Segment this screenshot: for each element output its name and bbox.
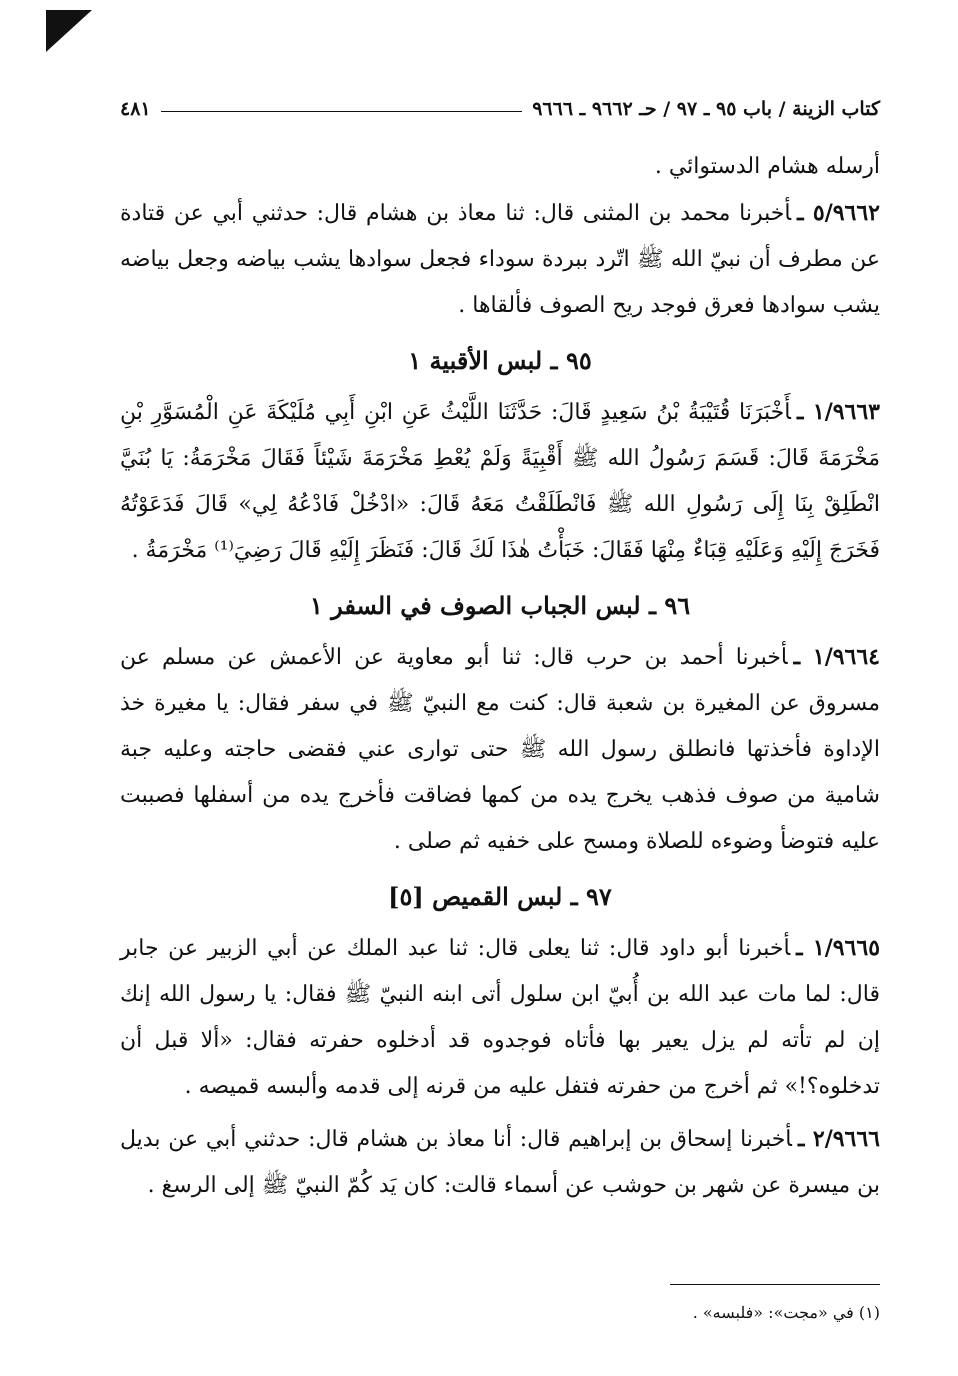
footnotes [120, 1284, 880, 1325]
hadith-9662 [120, 190, 880, 329]
hadith-9666 [120, 1116, 880, 1209]
hadith-9665 [120, 925, 880, 1110]
header-rule [161, 111, 523, 112]
hadith-number: ١/٩٦٦٣ ـ [796, 399, 880, 425]
hadith-number: ٥/٩٦٦٢ ـ [797, 200, 880, 226]
hadith-9663 [120, 389, 880, 574]
hadith-text: أَخْبَرَنَا قُتَيْبَةُ بْنُ سَعِيدٍ قَالَ: حَدَّثَنَا اللَّيْثُ عَنِ ابْنِ أَبِي مُلَيْكَةَ عَنِ الْمُسَوَّرِ بْنِ مَخْرَمَةَ قَالَ: قَسَمَ رَسُولُ الله ﷺ أَقْبِيَةً وَلَمْ يُعْطِ مَخْرَمَةَ شَيْئاً فَقَالَ مَخْرَمَةُ: يَا بُنَيَّ انْطَلِقْ بِنَا إِلَى رَسُولِ الله ﷺ فَانْطَلَقْتُ مَعَهُ قَالَ: «ادْخُلْ فَادْعُهُ لِي» قَالَ فَدَعَوْتُهُ فَخَرَجَ إِلَيْهِ وَعَلَيْهِ قِبَاءٌ مِنْهَا فَقَالَ: خَبَأْتُ هٰذَا لَكَ قَالَ: فَنَظَرَ إِلَيْهِ قَالَ رَضِيَ⁽¹⁾ مَخْرَمَةُ . [120, 400, 880, 563]
hadith-number: ١/٩٦٦٥ ـ [796, 935, 881, 961]
page-body [120, 92, 880, 1209]
hadith-text: أخبرنا محمد بن المثنى قال: ثنا معاذ بن هشام قال: حدثني أبي عن قتادة عن مطرف أن نبيّ الله ﷺ اتّرد ببردة سوداء فجعل سوادها يشب بياضه وجعل بياضه يشب سوادها فعرق فوجد ريح الصوف فألقاها . [120, 201, 880, 318]
chapter-heading-96: ٩٦ ـ لبس الجباب الصوف في السفر ١ [309, 591, 691, 620]
paragraph-continuation: أرسله هشام الدستوائي . [654, 154, 880, 179]
hadith-9664 [120, 634, 880, 865]
chapter-heading-97: ٩٧ ـ لبس القميص [٥] [388, 882, 612, 911]
hadith-text: أخبرنا أحمد بن حرب قال: ثنا أبو معاوية عن الأعمش عن مسلم عن مسروق عن المغيرة بن شعبة قال: كنت مع النبيّ ﷺ في سفر فقال: يا مغيرة خذ الإداوة فأخذتها فانطلق رسول الله ﷺ حتى توارى عني فقضى حاجته وعليه جبة شامية من صوف فذهب يخرج يده من كمها فضاقت فأخرج يده من أسفلها فصببت عليه فتوضأ وضوءه للصلاة ومسح على خفيه ثم صلى . [120, 645, 880, 854]
chapter-heading-95: ٩٥ ـ لبس الأقبية ١ [408, 346, 592, 375]
hadith-number: ٢/٩٦٦٦ ـ [798, 1126, 880, 1152]
hadith-text: أخبرنا أبو داود قال: ثنا يعلى قال: ثنا عبد الملك عن أبي الزبير عن جابر قال: لما مات عبد الله بن أُبيّ ابن سلول أتى ابنه النبيّ ﷺ فقال: يا رسول الله إنك إن لم تأته لم يزل يعير بها فأتاه فوجدوه قد أدخلوه حفرته فقال: «ألا قبل أن تدخلوه؟!» ثم أخرج من حفرته فتفل عليه من قرنه إلى قدمه وألبسه قميصه . [120, 936, 880, 1099]
hadith-text: أخبرنا إسحاق بن إبراهيم قال: أنا معاذ بن هشام قال: حدثني أبي عن بديل بن ميسرة عن شهر بن حوشب عن أسماء قالت: كان يَد كُمّ النبيّ ﷺ إلى الرسغ . [120, 1127, 880, 1198]
header-title: كتاب الزينة / باب ٩٥ ـ ٩٧ / حـ ٩٦٦٢ ـ ٩٦٦٦ [532, 98, 880, 120]
footnote-rule [670, 1284, 880, 1285]
running-header [120, 92, 880, 126]
corner-triangle-mark [46, 10, 92, 52]
hadith-number: ١/٩٦٦٤ ـ [793, 644, 880, 670]
page-number: ٤٨١ [120, 98, 151, 120]
footnote-1: (١) في «مجت»: «فلبسه» . [692, 1303, 880, 1322]
